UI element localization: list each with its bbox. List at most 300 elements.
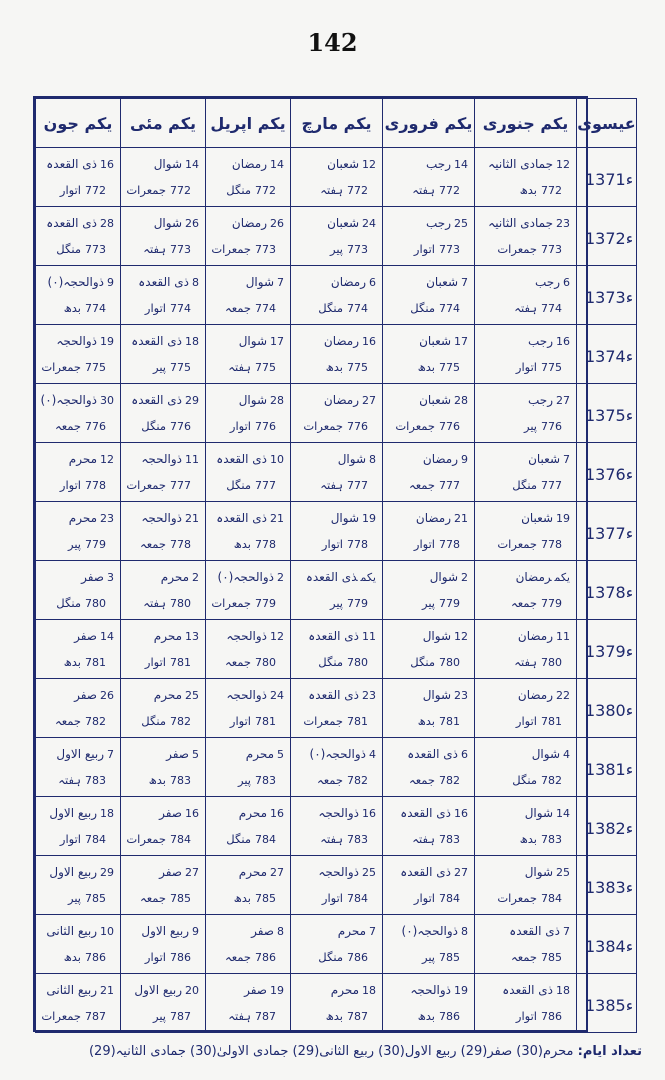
- hijri-year-weekday: [140, 891, 191, 905]
- hijri-day: 11: [362, 630, 376, 643]
- hijri-year-weekday: [64, 655, 106, 669]
- weekday: جمعرات: [497, 242, 537, 256]
- gregorian-year: 1374ء: [585, 347, 634, 366]
- date-cell-jan: [475, 679, 577, 738]
- hijri-month: رمضان: [323, 334, 359, 348]
- hijri-month: شوال: [153, 216, 182, 230]
- gregorian-year: 1376ء: [585, 465, 634, 484]
- date-cell-jun: [36, 797, 121, 856]
- hijri-year-weekday: [64, 950, 106, 964]
- hijri-date: [423, 452, 468, 466]
- hijri-date: [41, 393, 114, 407]
- hijri-year-weekday: [55, 714, 106, 728]
- hijri-date: [331, 511, 376, 525]
- hijri-day: 12: [362, 158, 376, 171]
- weekday: جمعرات: [303, 714, 343, 728]
- date-cell-feb: [383, 915, 475, 974]
- weekday: منگل: [512, 773, 537, 787]
- weekday: جمعہ: [510, 950, 537, 964]
- hijri-month: شعبان: [419, 334, 451, 348]
- hijri-month: ذی القعدہ: [305, 570, 358, 584]
- hijri-day: 9: [461, 453, 468, 466]
- hijri-day: 16: [362, 807, 376, 820]
- date-cell-feb: [383, 738, 475, 797]
- weekday: جمعرات: [41, 360, 81, 374]
- hijri-month: محرم: [337, 924, 366, 938]
- hijri-year-weekday: [512, 478, 562, 492]
- weekday: جمعہ: [54, 419, 81, 433]
- date-cell-jun: [36, 856, 121, 915]
- hijri-month: ربیع الثانی: [46, 924, 97, 938]
- hijri-month: رمضان: [415, 511, 451, 525]
- hijri-year: 786: [170, 951, 191, 964]
- hijri-month: محرم: [245, 747, 274, 761]
- hijri-day: 20: [185, 984, 199, 997]
- weekday: جمعرات: [303, 419, 343, 433]
- header-row: [36, 99, 637, 148]
- hijri-year: 783: [85, 774, 106, 787]
- hijri-year-weekday: [68, 891, 106, 905]
- hijri-day: 29: [100, 866, 114, 879]
- hijri-year: 778: [439, 538, 460, 551]
- hijri-year-weekday: [511, 596, 562, 610]
- hijri-day: 30: [100, 394, 114, 407]
- date-cell-apr: [206, 856, 291, 915]
- date-cell-mar: [291, 679, 383, 738]
- hijri-year: 779: [541, 597, 562, 610]
- hijri-date: [154, 629, 199, 643]
- hijri-date: [216, 452, 284, 466]
- hijri-year: 776: [170, 420, 191, 433]
- weekday: جمعرات: [126, 478, 166, 492]
- hijri-year: 782: [347, 774, 368, 787]
- hijri-date: [141, 924, 199, 938]
- hijri-day: یکم: [554, 571, 570, 584]
- hijri-year-weekday: [410, 655, 460, 669]
- hijri-date: [138, 275, 199, 289]
- date-cell-jun: [36, 915, 121, 974]
- hijri-year: 779: [439, 597, 460, 610]
- hijri-day: 28: [270, 394, 284, 407]
- hijri-month: ذوالحجہ: [141, 511, 182, 525]
- hijri-month: ذی القعدہ: [308, 688, 359, 702]
- hijri-year: 778: [255, 538, 276, 551]
- table-row: [36, 561, 637, 620]
- hijri-year: 781: [255, 715, 276, 728]
- hijri-year: 784: [541, 892, 562, 905]
- date-cell-feb: [383, 266, 475, 325]
- hijri-year-weekday: [318, 301, 368, 315]
- year-cell: [577, 561, 637, 620]
- hijri-year-weekday: [418, 714, 460, 728]
- hijri-month: شوال: [337, 452, 366, 466]
- table-row: [36, 915, 637, 974]
- hijri-year-weekday: [414, 891, 460, 905]
- hijri-month: شوال: [524, 806, 553, 820]
- hijri-date: [69, 452, 114, 466]
- hijri-month: شوال: [238, 393, 267, 407]
- date-cell-apr: [206, 148, 291, 207]
- hijri-date: [535, 275, 570, 289]
- hijri-date: [423, 629, 468, 643]
- hijri-month: رمضان: [323, 393, 359, 407]
- hijri-month: ذی القعدہ: [46, 157, 97, 171]
- date-cell-jan: [475, 561, 577, 620]
- header-apr: یکم اپریل: [206, 99, 291, 148]
- weekday: پیر: [237, 773, 251, 787]
- hijri-year: 774: [439, 302, 460, 315]
- date-cell-jun: [36, 148, 121, 207]
- date-cell-mar: [291, 915, 383, 974]
- hijri-year-weekday: [226, 478, 276, 492]
- date-cell-mar: [291, 207, 383, 266]
- weekday: اتوار: [515, 360, 537, 374]
- hijri-date: [74, 688, 114, 702]
- hijri-date: [426, 216, 468, 230]
- hijri-day: 26: [185, 217, 199, 230]
- hijri-month: جمادی الثانیہ: [488, 216, 553, 230]
- date-cell-jan: [475, 207, 577, 266]
- hijri-month: محرم: [160, 570, 189, 584]
- weekday: منگل: [318, 655, 343, 669]
- hijri-year-weekday: [520, 183, 562, 197]
- hijri-year: 774: [85, 302, 106, 315]
- hijri-year: 775: [541, 361, 562, 374]
- hijri-year: 787: [347, 1010, 368, 1023]
- hijri-year-weekday: [511, 950, 562, 964]
- hijri-year: 773: [170, 243, 191, 256]
- hijri-year: 773: [347, 243, 368, 256]
- hijri-year-weekday: [497, 242, 562, 256]
- hijri-year: 781: [170, 656, 191, 669]
- weekday: جمعہ: [139, 891, 166, 905]
- hijri-year-weekday: [320, 832, 368, 846]
- date-cell-apr: [206, 207, 291, 266]
- hijri-year-weekday: [68, 537, 106, 551]
- weekday: ہفتہ: [58, 773, 81, 787]
- hijri-date: [488, 216, 570, 230]
- hijri-year: 782: [85, 715, 106, 728]
- hijri-year: 780: [347, 656, 368, 669]
- date-cell-feb: [383, 797, 475, 856]
- hijri-year: 785: [541, 951, 562, 964]
- hijri-year-weekday: [409, 773, 460, 787]
- weekday: جمعہ: [224, 950, 251, 964]
- hijri-year-weekday: [211, 596, 276, 610]
- date-cell-jun: [36, 443, 121, 502]
- hijri-year-weekday: [320, 183, 368, 197]
- year-cell: [577, 974, 637, 1033]
- table-row: [36, 738, 637, 797]
- hijri-month: ذی القعدہ: [502, 983, 553, 997]
- date-cell-feb: [383, 325, 475, 384]
- weekday: پیر: [152, 360, 166, 374]
- hijri-year-weekday: [320, 478, 368, 492]
- date-cell-may: [121, 738, 206, 797]
- weekday: منگل: [141, 419, 166, 433]
- date-cell-jun: [36, 384, 121, 443]
- hijri-day: 2: [461, 571, 468, 584]
- hijri-date: [141, 452, 199, 466]
- hijri-day: 22: [556, 689, 570, 702]
- date-cell-may: [121, 502, 206, 561]
- hijri-year-weekday: [516, 360, 562, 374]
- hijri-year: 783: [170, 774, 191, 787]
- hijri-day: 26: [100, 689, 114, 702]
- hijri-day: 11: [556, 630, 570, 643]
- hijri-year: 779: [347, 597, 368, 610]
- hijri-year-weekday: [322, 891, 368, 905]
- weekday: اتوار: [515, 714, 537, 728]
- hijri-month: رمضان: [330, 275, 366, 289]
- hijri-day: 7: [277, 276, 284, 289]
- hijri-date: [131, 393, 199, 407]
- hijri-month: ذوالحجہ(٠): [47, 275, 104, 289]
- hijri-year-weekday: [238, 773, 276, 787]
- hijri-day: 23: [454, 689, 468, 702]
- hijri-year: 780: [255, 656, 276, 669]
- date-cell-jun: [36, 266, 121, 325]
- hijri-day: 8: [461, 925, 468, 938]
- date-cell-feb: [383, 502, 475, 561]
- hijri-year-weekday: [60, 832, 106, 846]
- hijri-day: 25: [185, 689, 199, 702]
- date-cell-apr: [206, 325, 291, 384]
- date-cell-jan: [475, 325, 577, 384]
- hijri-month: محرم: [153, 629, 182, 643]
- hijri-date: [154, 688, 199, 702]
- hijri-year: 773: [255, 243, 276, 256]
- hijri-year-weekday: [330, 596, 368, 610]
- hijri-day: 23: [100, 512, 114, 525]
- hijri-day: 14: [454, 158, 468, 171]
- hijri-day: 14: [185, 158, 199, 171]
- footer-text: محرم(30) صفر(29) ربیع الاول(30) ربیع الثانی(29) جمادی الاولیٰ(30) جمادی الثانیہ(29): [88, 1044, 574, 1059]
- hijri-day: 12: [100, 453, 114, 466]
- hijri-month: ذوالحجہ: [226, 629, 267, 643]
- hijri-date: [244, 983, 284, 997]
- hijri-year: 783: [347, 833, 368, 846]
- hijri-year-weekday: [41, 1009, 106, 1023]
- hijri-date: [56, 747, 114, 761]
- hijri-month: شعبان: [521, 511, 553, 525]
- date-cell-feb: [383, 856, 475, 915]
- gregorian-year: 1384ء: [585, 937, 634, 956]
- hijri-month: محرم: [68, 511, 97, 525]
- date-cell-may: [121, 325, 206, 384]
- hijri-day: 19: [362, 512, 376, 525]
- hijri-month: ذی القعدہ: [407, 747, 458, 761]
- date-cell-may: [121, 797, 206, 856]
- hijri-year: 777: [255, 479, 276, 492]
- hijri-day: 19: [454, 984, 468, 997]
- hijri-year-weekday: [409, 478, 460, 492]
- hijri-date: [518, 629, 570, 643]
- hijri-year-weekday: [145, 301, 191, 315]
- weekday: پیر: [421, 950, 435, 964]
- hijri-year-weekday: [126, 183, 191, 197]
- hijri-day: 21: [185, 512, 199, 525]
- hijri-year-weekday: [126, 478, 191, 492]
- hijri-year: 775: [347, 361, 368, 374]
- hijri-date: [525, 865, 570, 879]
- table-row: [36, 443, 637, 502]
- hijri-year: 776: [541, 420, 562, 433]
- hijri-date: [166, 747, 199, 761]
- weekday: پیر: [152, 1009, 166, 1023]
- hijri-day: 2: [192, 571, 199, 584]
- hijri-day: 16: [556, 335, 570, 348]
- hijri-year: 772: [439, 184, 460, 197]
- weekday: منگل: [226, 832, 251, 846]
- hijri-year: 772: [85, 184, 106, 197]
- hijri-month: صفر: [159, 865, 182, 879]
- hijri-day: یکم: [360, 571, 376, 584]
- header-may: یکم مئی: [121, 99, 206, 148]
- date-cell-jan: [475, 915, 577, 974]
- date-cell-jan: [475, 266, 577, 325]
- hijri-year: 779: [255, 597, 276, 610]
- hijri-month: شوال: [429, 570, 458, 584]
- hijri-year: 780: [85, 597, 106, 610]
- date-cell-jun: [36, 738, 121, 797]
- hijri-year: 780: [170, 597, 191, 610]
- weekday: ہفتہ: [320, 832, 343, 846]
- hijri-month: شعبان: [419, 393, 451, 407]
- date-cell-jan: [475, 797, 577, 856]
- date-cell-jan: [475, 443, 577, 502]
- date-cell-may: [121, 561, 206, 620]
- hijri-day: 21: [454, 512, 468, 525]
- table-row: [36, 207, 637, 266]
- hijri-day: 16: [270, 807, 284, 820]
- hijri-date: [218, 570, 284, 584]
- hijri-month: صفر: [74, 688, 97, 702]
- hijri-year: 781: [347, 715, 368, 728]
- weekday: جمعہ: [54, 714, 81, 728]
- hijri-year-weekday: [143, 596, 191, 610]
- hijri-year-weekday: [317, 773, 368, 787]
- date-cell-apr: [206, 738, 291, 797]
- hijri-year: 784: [347, 892, 368, 905]
- date-cell-jan: [475, 502, 577, 561]
- hijri-year-weekday: [230, 714, 276, 728]
- hijri-date: [56, 334, 114, 348]
- hijri-year-weekday: [41, 360, 106, 374]
- weekday: منگل: [318, 301, 343, 315]
- date-cell-may: [121, 679, 206, 738]
- weekday: جمعہ: [139, 537, 166, 551]
- date-cell-feb: [383, 443, 475, 502]
- hijri-date: [419, 334, 468, 348]
- weekday: جمعرات: [395, 419, 435, 433]
- table-row: [36, 502, 637, 561]
- hijri-year-weekday: [60, 478, 106, 492]
- hijri-day: 18: [362, 984, 376, 997]
- hijri-day: 25: [556, 866, 570, 879]
- hijri-month: رجب: [426, 157, 451, 171]
- date-cell-may: [121, 207, 206, 266]
- weekday: بدھ: [63, 655, 81, 669]
- hijri-month: ذوالحجہ: [226, 688, 267, 702]
- date-cell-mar: [291, 561, 383, 620]
- hijri-year: 775: [170, 361, 191, 374]
- hijri-year: 781: [439, 715, 460, 728]
- hijri-year-weekday: [226, 832, 276, 846]
- date-cell-jun: [36, 974, 121, 1033]
- hijri-year-weekday: [322, 537, 368, 551]
- hijri-month: رجب: [528, 393, 553, 407]
- hijri-year-weekday: [225, 655, 276, 669]
- hijri-year: 786: [255, 951, 276, 964]
- hijri-date: [338, 452, 376, 466]
- year-cell: [577, 325, 637, 384]
- header-feb: یکم فروری: [383, 99, 475, 148]
- hijri-year-weekday: [418, 1009, 460, 1023]
- gregorian-year: 1383ء: [585, 878, 634, 897]
- weekday: جمعرات: [126, 183, 166, 197]
- hijri-year-weekday: [422, 596, 460, 610]
- hijri-month: رمضان: [517, 629, 553, 643]
- hijri-year: 774: [347, 302, 368, 315]
- hijri-year-weekday: [226, 183, 276, 197]
- hijri-year: 775: [439, 361, 460, 374]
- hijri-month: ذی القعدہ: [308, 629, 359, 643]
- hijri-year-weekday: [514, 655, 562, 669]
- weekday: اتوار: [59, 478, 81, 492]
- hijri-year: 787: [170, 1010, 191, 1023]
- weekday: بدھ: [63, 950, 81, 964]
- weekday: بدھ: [325, 1009, 343, 1023]
- header-year: عیسوی: [577, 99, 637, 148]
- hijri-month: شوال: [330, 511, 359, 525]
- hijri-month: ذوالحجہ: [318, 865, 359, 879]
- hijri-date: [154, 157, 199, 171]
- hijri-day: 18: [556, 984, 570, 997]
- hijri-year: 777: [347, 479, 368, 492]
- hijri-day: 6: [369, 276, 376, 289]
- hijri-date: [430, 570, 468, 584]
- weekday: ہفتہ: [320, 183, 343, 197]
- weekday: بدھ: [519, 183, 537, 197]
- hijri-date: [318, 806, 376, 820]
- date-cell-mar: [291, 325, 383, 384]
- date-cell-apr: [206, 266, 291, 325]
- hijri-year: 783: [439, 833, 460, 846]
- hijri-date: [46, 157, 114, 171]
- hijri-day: 28: [454, 394, 468, 407]
- hijri-date: [46, 216, 114, 230]
- weekday: منگل: [410, 301, 435, 315]
- hijri-month: شوال: [524, 865, 553, 879]
- hijri-month: شوال: [531, 747, 560, 761]
- hijri-year: 786: [541, 1010, 562, 1023]
- hijri-day: 6: [461, 748, 468, 761]
- weekday: بدھ: [63, 301, 81, 315]
- hijri-month: محرم: [238, 865, 267, 879]
- hijri-year-weekday: [318, 950, 368, 964]
- hijri-month: شعبان: [327, 157, 359, 171]
- hijri-year: 775: [255, 361, 276, 374]
- gregorian-year: 1373ء: [585, 288, 634, 307]
- hijri-month: صفر: [159, 806, 182, 820]
- weekday: جمعرات: [497, 891, 537, 905]
- hijri-day: 5: [192, 748, 199, 761]
- hijri-day: 18: [185, 335, 199, 348]
- date-cell-feb: [383, 384, 475, 443]
- year-cell: [577, 266, 637, 325]
- hijri-month: ربیع الاول: [141, 924, 189, 938]
